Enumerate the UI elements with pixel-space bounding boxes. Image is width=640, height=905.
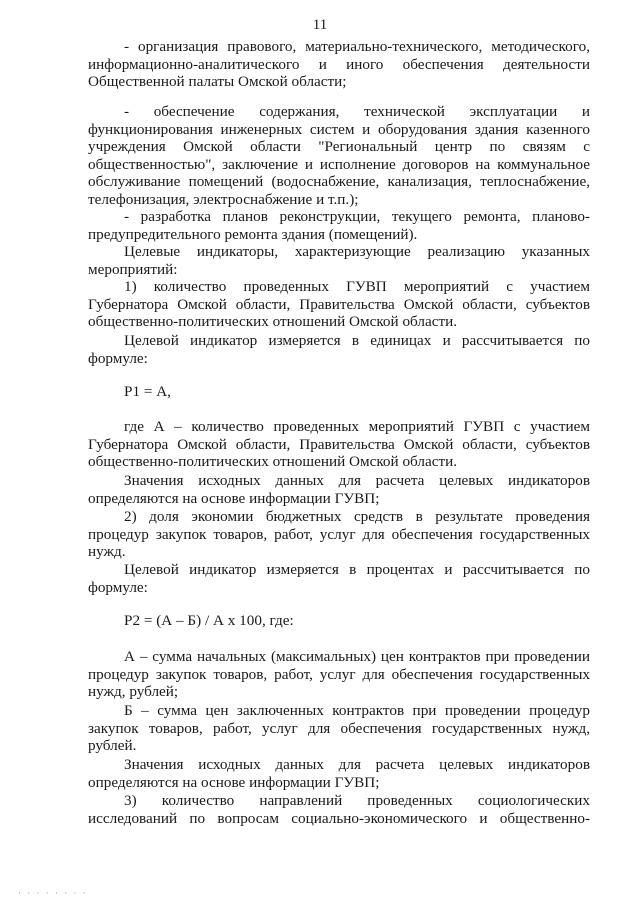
paragraph-definition-a: А – сумма начальных (максимальных) цен контрактов при проведении процедур закупок товаров, работ, услуг для обеспечения государственных нужд, рублей; bbox=[88, 648, 590, 700]
paragraph-source-data-2: Значения исходных данных для расчета целевых индикаторов определяются на основе информации ГУВП; bbox=[88, 756, 590, 791]
formula-p2: Р2 = (А – Б) / А х 100, где: bbox=[124, 612, 294, 629]
paragraph-definition-b: Б – сумма цен заключенных контрактов при проведении процедур закупок товаров, работ, услуг для обеспечения государственных нужд, рублей. bbox=[88, 702, 590, 754]
paragraph-indicator-1-units: Целевой индикатор измеряется в единицах и рассчитывается по формуле: bbox=[88, 332, 590, 367]
paragraph-reconstruction-plans: - разработка планов реконструкции, текущего ремонта, планово-предупредительного ремонта здания (помещений). bbox=[88, 208, 590, 243]
page-number: 11 bbox=[312, 17, 328, 33]
paragraph-where-a: где А – количество проведенных мероприятий ГУВП с участием Губернатора Омской области, Правительства Омской области, субъектов общественно-политических отношений Омской области. bbox=[88, 418, 590, 470]
paragraph-indicator-2-units: Целевой индикатор измеряется в процентах и рассчитывается по формуле: bbox=[88, 561, 590, 596]
paragraph-org-support: - организация правового, материально-технического, методического, информационно-аналитического и иного обеспечения деятельности Общественной палаты Омской области; bbox=[88, 38, 590, 90]
paragraph-source-data-1: Значения исходных данных для расчета целевых индикаторов определяются на основе информации ГУВП; bbox=[88, 472, 590, 507]
paragraph-indicator-3: 3) количество направлений проведенных социологических исследований по вопросам социально-экономического и общественно- bbox=[88, 792, 590, 827]
scan-mark: · · · · · · · · bbox=[18, 887, 88, 898]
paragraph-building-maintenance: - обеспечение содержания, технической эксплуатации и функционирования инженерных систем и оборудования здания казенного учреждения Омской области "Региональный центр по связям с общественностью", заключение и исполнение договоров на коммунальное обслуживание помещений (водоснабжение, канализация, теплоснабжение, телефонизация, электроснабжение и т.п.); bbox=[88, 103, 590, 208]
formula-p1: Р1 = А, bbox=[124, 383, 171, 400]
paragraph-indicator-2: 2) доля экономии бюджетных средств в результате проведения процедур закупок товаров, работ, услуг для обеспечения государственных нужд. bbox=[88, 508, 590, 560]
paragraph-target-indicators: Целевые индикаторы, характеризующие реализацию указанных мероприятий: bbox=[88, 243, 590, 278]
paragraph-indicator-1: 1) количество проведенных ГУВП мероприятий с участием Губернатора Омской области, Правительства Омской области, субъектов общественно-политических отношений Омской области. bbox=[88, 278, 590, 330]
